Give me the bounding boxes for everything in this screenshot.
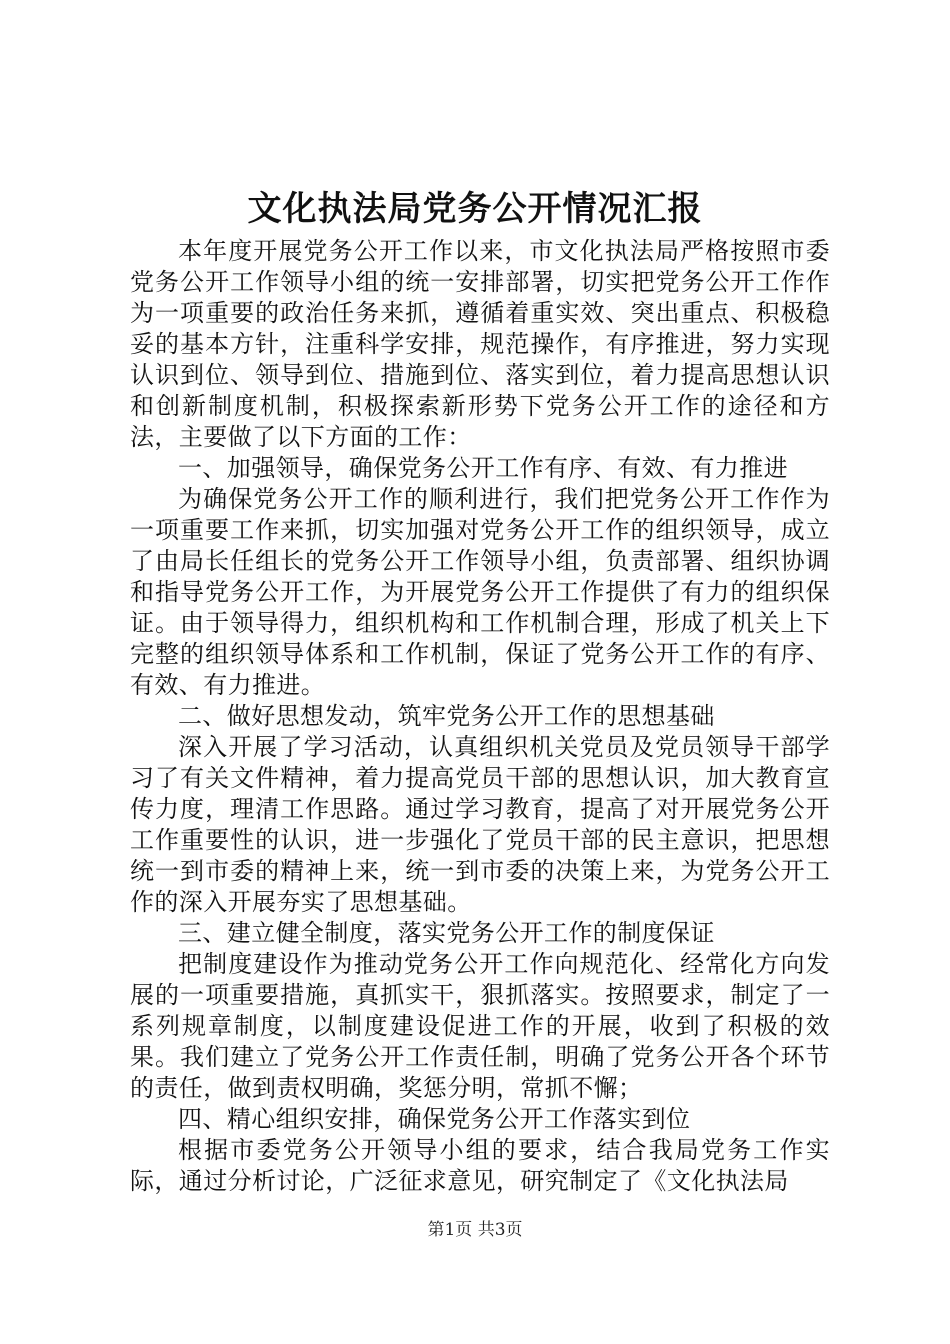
section-heading-2: 二、做好思想发动，筑牢党务公开工作的思想基础 — [178, 702, 715, 730]
paragraph-section-1: 为确保党务公开工作的顺利进行，我们把党务公开工作作为一项重要工作来抓，切实加强对党务公开工作的组织领导，成立了由局长任组长的党务公开工作领导小组，负责部署、组织协调和指导党务公开工作，为开展党务公开工作提供了有力的组织保证。由于领导得力，组织机构和工作机制合理，形成了机关上下完整的组织领导体系和工作机制，保证了党务公开工作的有序、有效、有力推进。 — [130, 485, 830, 699]
document-body — [130, 236, 830, 1197]
paragraph-intro: 本年度开展党务公开工作以来，市文化执法局严格按照市委党务公开工作领导小组的统一安排部署，切实把党务公开工作作为一项重要的政治任务来抓，遵循着重实效、突出重点、积极稳妥的基本方针，注重科学安排，规范操作，有序推进，努力实现认识到位、领导到位、措施到位、落实到位，着力提高思想认识和创新制度机制，积极探索新形势下党务公开工作的途径和方法，主要做了以下方面的工作： — [130, 237, 830, 451]
document-title: 文化执法局党务公开情况汇报 — [247, 189, 703, 229]
paragraph-section-2: 深入开展了学习活动，认真组织机关党员及党员领导干部学习了有关文件精神，着力提高党员干部的思想认识，加大教育宣传力度，理清工作思路。通过学习教育，提高了对开展党务公开工作重要性的认识，进一步强化了党员干部的民主意识，把思想统一到市委的精神上来，统一到市委的决策上来，为党务公开工作的深入开展夯实了思想基础。 — [130, 733, 830, 916]
section-heading-1: 一、加强领导，确保党务公开工作有序、有效、有力推进 — [178, 454, 788, 482]
section-heading-4: 四、精心组织安排，确保党务公开工作落实到位 — [178, 1105, 691, 1133]
paragraph-section-4: 根据市委党务公开领导小组的要求，结合我局党务工作实际，通过分析讨论，广泛征求意见，研究制定了《文化执法局 — [130, 1136, 830, 1195]
paragraph-section-3: 把制度建设作为推动党务公开工作向规范化、经常化方向发展的一项重要措施，真抓实干，狠抓落实。按照要求，制定了一系列规章制度，以制度建设促进工作的开展，收到了积极的效果。我们建立了党务公开工作责任制，明确了党务公开各个环节的责任，做到责权明确，奖惩分明，常抓不懈； — [130, 950, 830, 1102]
page-footer: 第1页 共3页 — [427, 1220, 523, 1240]
section-heading-3: 三、建立健全制度，落实党务公开工作的制度保证 — [178, 919, 715, 947]
